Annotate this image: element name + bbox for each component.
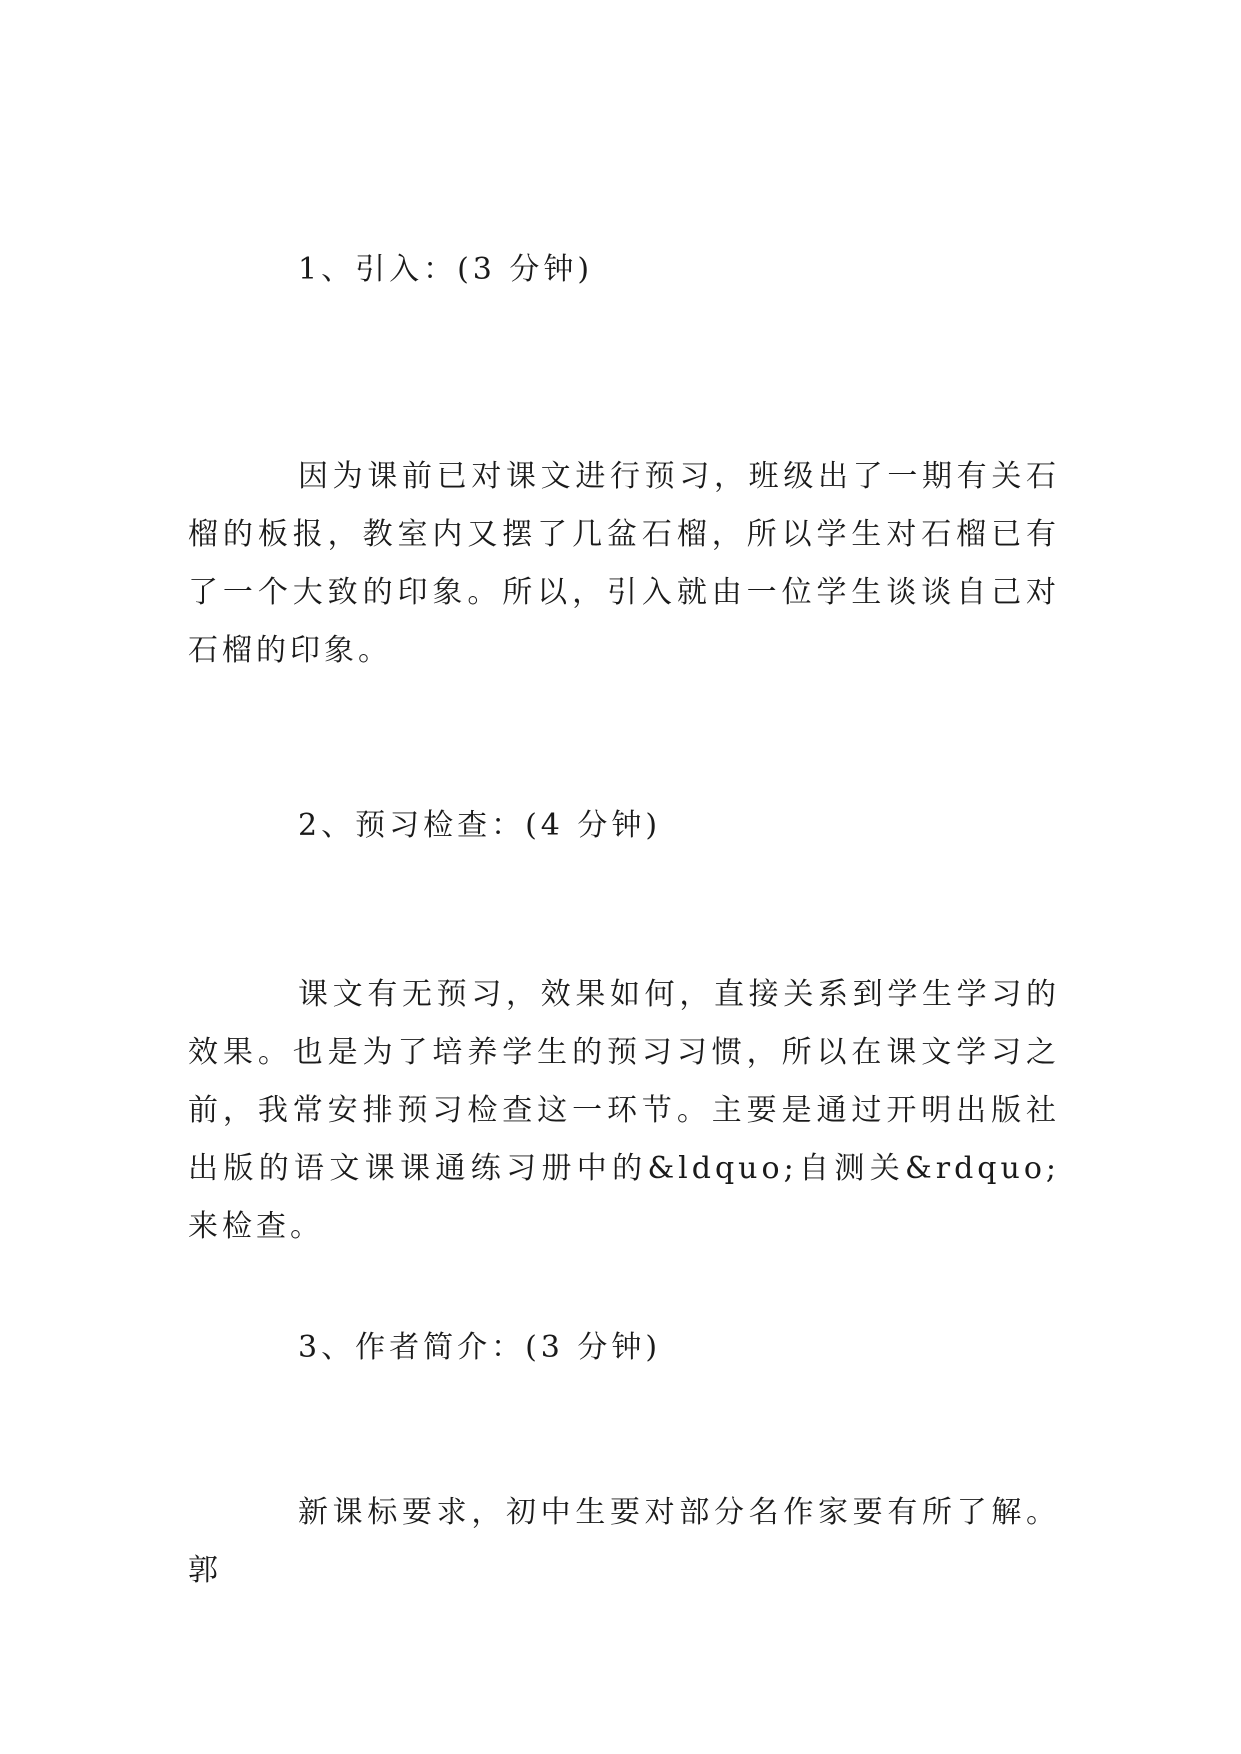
section-3-heading: 3、作者简介：(3 分钟) — [298, 1330, 662, 1365]
section-3-paragraph: 新课标要求，初中生要对部分名作家要有所了解。郭 — [188, 1495, 1060, 1588]
section-2-paragraph: 课文有无预习，效果如何，直接关系到学生学习的效果。也是为了培养学生的预习习惯，所以在课文学习之前，我常安排预习检查这一环节。主要是通过开明出版社出版的语文课课通练习册中的&ldquo;自测关&rdquo;来检查。 — [188, 977, 1060, 1244]
section-2-heading: 2、预习检查：(4 分钟) — [298, 808, 662, 843]
section-1-paragraph: 因为课前已对课文进行预习，班级出了一期有关石榴的板报，教室内又摆了几盆石榴，所以学生对石榴已有了一个大致的印象。所以，引入就由一位学生谈谈自己对石榴的印象。 — [188, 459, 1060, 668]
section-1-heading: 1、引入：(3 分钟) — [298, 252, 594, 287]
